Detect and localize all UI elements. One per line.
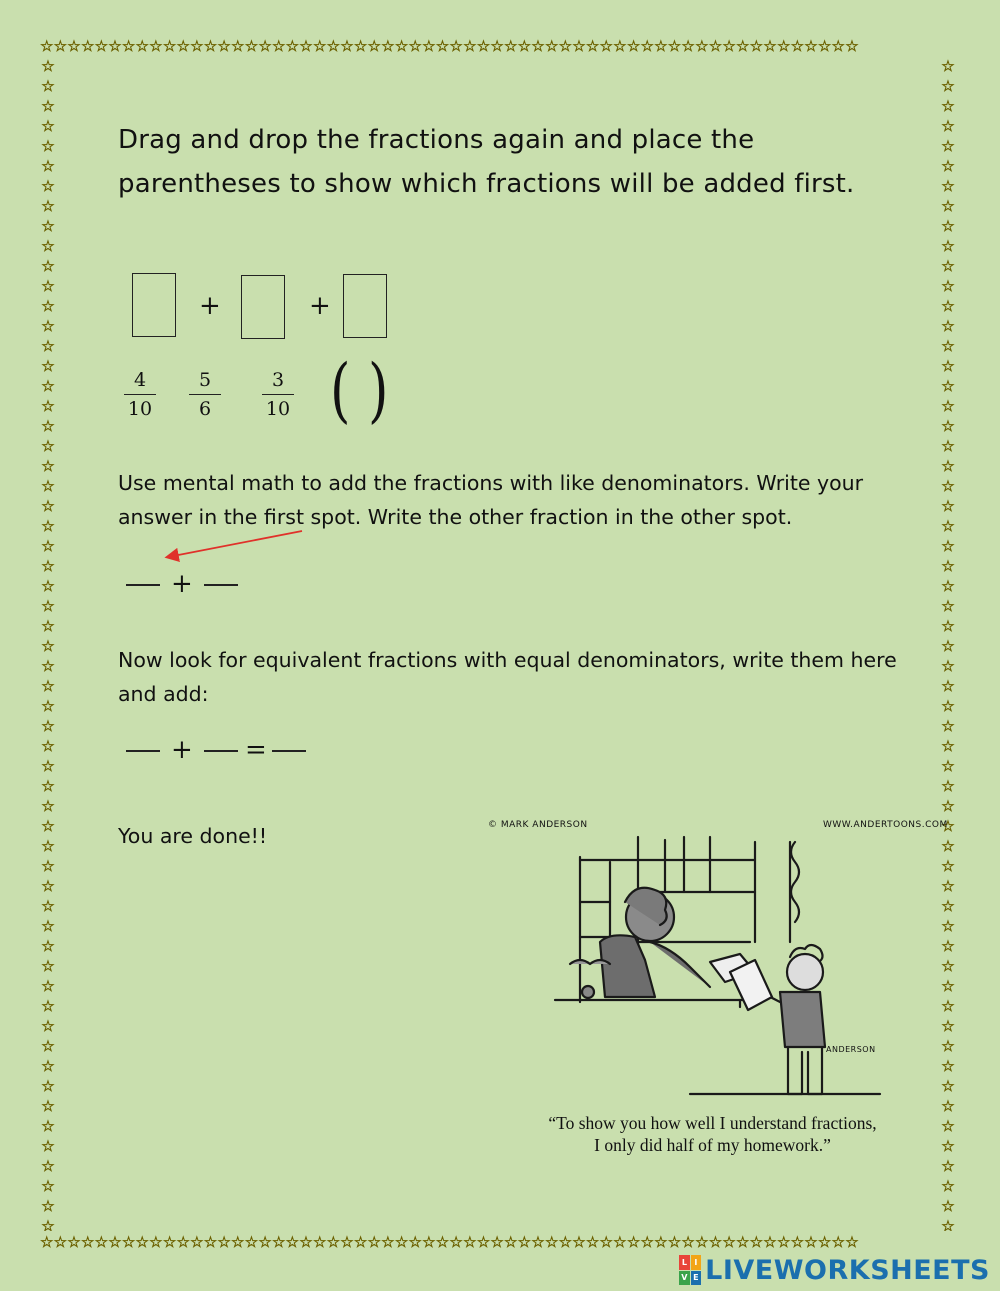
equivalent-line-1: Now look for equivalent fractions with equal denominators, write them here: [118, 648, 897, 672]
fraction-denominator: 10: [127, 398, 153, 421]
brand-name: LIVEWORKSHEETS: [705, 1254, 990, 1286]
star-border-left: ☆ ☆ ☆ ☆ ☆ ☆ ☆ ☆ ☆ ☆ ☆ ☆ ☆ ☆ ☆ ☆ ☆ ☆ ☆ ☆ ☆ ☆ ☆ ☆ ☆ ☆ ☆ ☆ ☆ ☆ ☆ ☆ ☆ ☆ ☆ ☆ ☆ ☆ ☆ ☆ ☆ ☆ ☆ ☆ ☆ ☆ ☆ ☆ ☆ ☆ ☆ ☆ ☆ ☆ ☆ ☆ ☆ ☆ ☆: [41, 57, 55, 1231]
fraction-denominator: 10: [265, 398, 291, 421]
mental-math-line-1: Use mental math to add the fractions with like denominators. Write your: [118, 471, 864, 495]
equivalent-fractions-instruction: [118, 643, 938, 711]
answer-blank-other[interactable]: [204, 584, 238, 586]
equivalent-line-2: and add:: [118, 682, 209, 706]
answer-blank-sum[interactable]: [126, 584, 160, 586]
logo-tile: E: [691, 1271, 702, 1286]
cartoon-illustration: [550, 832, 890, 1102]
fraction-numerator: 5: [198, 369, 212, 391]
logo-tile: L: [679, 1255, 690, 1270]
red-arrow: [150, 522, 315, 568]
draggable-close-parenthesis[interactable]: ): [368, 349, 389, 431]
cartoon-signature: ANDERSON: [826, 1045, 876, 1054]
plus-sign-2: +: [309, 291, 331, 321]
fraction-bar: [189, 394, 221, 395]
cartoon-website: WWW.ANDERTOONS.COM: [823, 820, 948, 830]
cartoon-caption: [505, 1112, 920, 1156]
equals-sign: =: [245, 735, 267, 765]
equivalent-blank-1[interactable]: [126, 750, 160, 752]
caption-line-2: I only did half of my homework.”: [594, 1135, 831, 1155]
liveworksheets-logo-icon: [679, 1255, 701, 1285]
star-border-right: ☆ ☆ ☆ ☆ ☆ ☆ ☆ ☆ ☆ ☆ ☆ ☆ ☆ ☆ ☆ ☆ ☆ ☆ ☆ ☆ ☆ ☆ ☆ ☆ ☆ ☆ ☆ ☆ ☆ ☆ ☆ ☆ ☆ ☆ ☆ ☆ ☆ ☆ ☆ ☆ ☆ ☆ ☆ ☆ ☆ ☆ ☆ ☆ ☆ ☆ ☆ ☆ ☆ ☆ ☆ ☆ ☆ ☆ ☆: [941, 57, 955, 1231]
caption-line-1: “To show you how well I understand fractions,: [548, 1113, 877, 1133]
star-border-bottom: ☆☆☆☆☆☆☆☆☆☆☆☆☆☆☆☆☆☆☆☆☆☆☆☆☆☆☆☆☆☆☆☆☆☆☆☆☆☆☆☆☆☆☆☆☆☆☆☆☆☆☆☆☆☆☆☆☆☆☆☆: [40, 1233, 859, 1251]
drop-box-1[interactable]: [132, 273, 176, 337]
equivalent-blank-2[interactable]: [204, 750, 238, 752]
draggable-fraction-1[interactable]: [124, 368, 156, 421]
instruction-line-1: Drag and drop the fractions again and place the: [118, 125, 755, 155]
fraction-bar: [262, 394, 294, 395]
star-border-top: ☆☆☆☆☆☆☆☆☆☆☆☆☆☆☆☆☆☆☆☆☆☆☆☆☆☆☆☆☆☆☆☆☆☆☆☆☆☆☆☆☆☆☆☆☆☆☆☆☆☆☆☆☆☆☆☆☆☆☆☆: [40, 37, 859, 55]
cartoon-copyright: © MARK ANDERSON: [488, 820, 588, 830]
liveworksheets-brand: [679, 1252, 990, 1288]
logo-tile: I: [691, 1255, 702, 1270]
draggable-fraction-3[interactable]: [262, 368, 294, 421]
drop-box-3[interactable]: [343, 274, 387, 338]
drop-box-2[interactable]: [241, 275, 285, 339]
mental-math-line-2: answer in the first spot. Write the other fraction in the other spot.: [118, 505, 793, 529]
plus-sign: +: [171, 735, 193, 765]
draggable-fraction-2[interactable]: [189, 368, 221, 421]
plus-sign: +: [171, 569, 193, 599]
fraction-numerator: 3: [271, 369, 285, 391]
instruction-line-2: parentheses to show which fractions will be added first.: [118, 169, 855, 199]
drag-drop-instruction: [118, 118, 918, 206]
fraction-bar: [124, 394, 156, 395]
done-message: You are done!!: [118, 824, 268, 848]
logo-tile: V: [679, 1271, 690, 1286]
draggable-open-parenthesis[interactable]: (: [330, 349, 351, 431]
fraction-numerator: 4: [133, 369, 147, 391]
fraction-denominator: 6: [198, 398, 212, 421]
equivalent-blank-result[interactable]: [272, 750, 306, 752]
plus-sign-1: +: [199, 291, 221, 321]
